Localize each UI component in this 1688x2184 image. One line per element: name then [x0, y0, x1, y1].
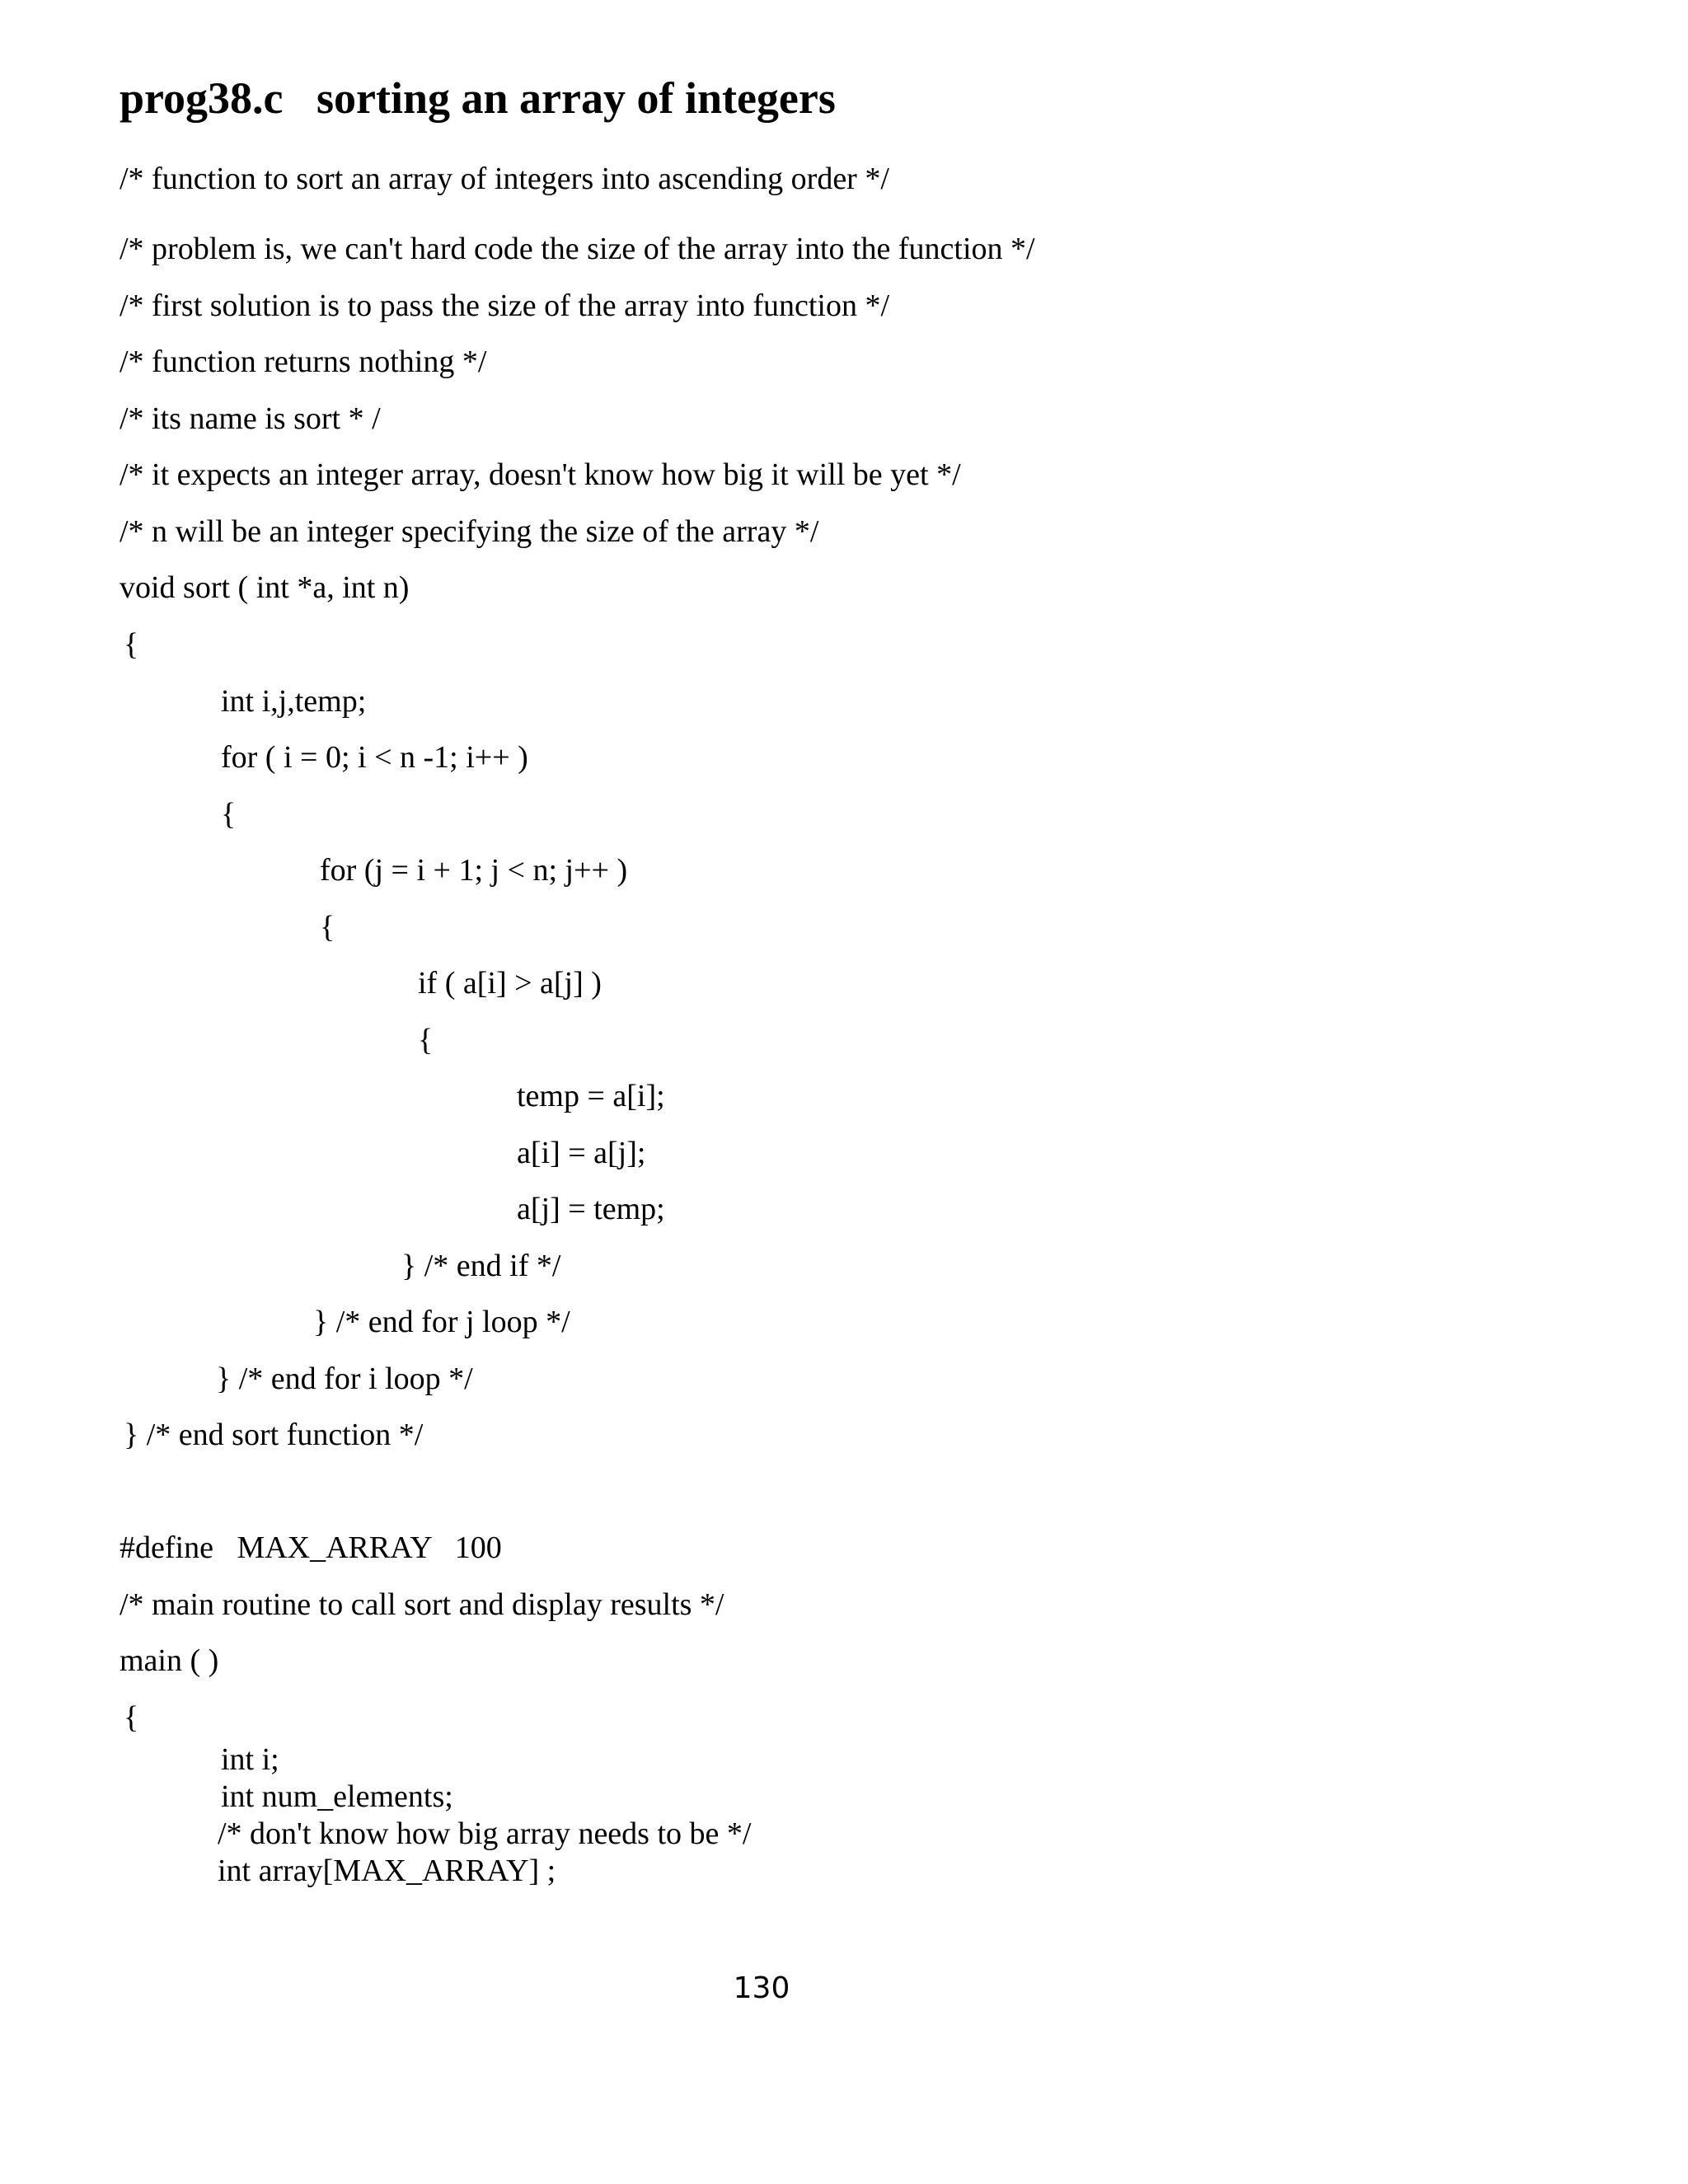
code-comment-line: /* problem is, we can't hard code the size of the array into the function */: [120, 232, 1035, 266]
code-line: } /* end for i loop */: [216, 1361, 473, 1396]
code-line: main ( ): [120, 1643, 219, 1678]
code-comment-line: /* don't know how big array needs to be */: [218, 1816, 752, 1851]
code-line: #define MAX_ARRAY 100: [120, 1530, 502, 1565]
code-line: a[j] = temp;: [517, 1192, 665, 1226]
code-line: a[i] = a[j];: [517, 1136, 646, 1170]
code-line: int array[MAX_ARRAY] ;: [218, 1854, 556, 1888]
code-line: {: [221, 797, 237, 832]
code-line: if ( a[i] > a[j] ): [418, 966, 602, 1001]
code-comment-line: /* function to sort an array of integers into ascending order */: [120, 162, 889, 196]
code-line: int i,j,temp;: [221, 684, 367, 719]
code-comment-line: /* n will be an integer specifying the size of the array */: [120, 514, 819, 549]
code-line: int i;: [221, 1742, 279, 1777]
code-comment-line: /* first solution is to pass the size of the array into function */: [120, 288, 890, 323]
code-line: temp = a[i];: [517, 1079, 665, 1113]
code-line: {: [418, 1023, 434, 1057]
page-title: prog38.c sorting an array of integers: [120, 73, 836, 123]
code-comment-line: /* its name is sort * /: [120, 401, 381, 436]
code-line: {: [124, 1700, 139, 1735]
code-line: } /* end if */: [401, 1249, 561, 1283]
code-comment-line: /* main routine to call sort and display results */: [120, 1587, 724, 1622]
code-line: {: [124, 627, 139, 662]
code-line: {: [320, 910, 335, 944]
code-line: for (j = i + 1; j < n; j++ ): [320, 853, 628, 888]
code-line: for ( i = 0; i < n -1; i++ ): [221, 740, 528, 775]
code-comment-line: /* it expects an integer array, doesn't know how big it will be yet */: [120, 457, 961, 492]
code-line: void sort ( int *a, int n): [120, 570, 410, 605]
code-comment-line: /* function returns nothing */: [120, 344, 487, 379]
page-number: 130: [733, 1971, 790, 2005]
code-line: } /* end for j loop */: [313, 1305, 570, 1339]
code-line: int num_elements;: [221, 1779, 453, 1814]
code-line: } /* end sort function */: [124, 1418, 424, 1452]
